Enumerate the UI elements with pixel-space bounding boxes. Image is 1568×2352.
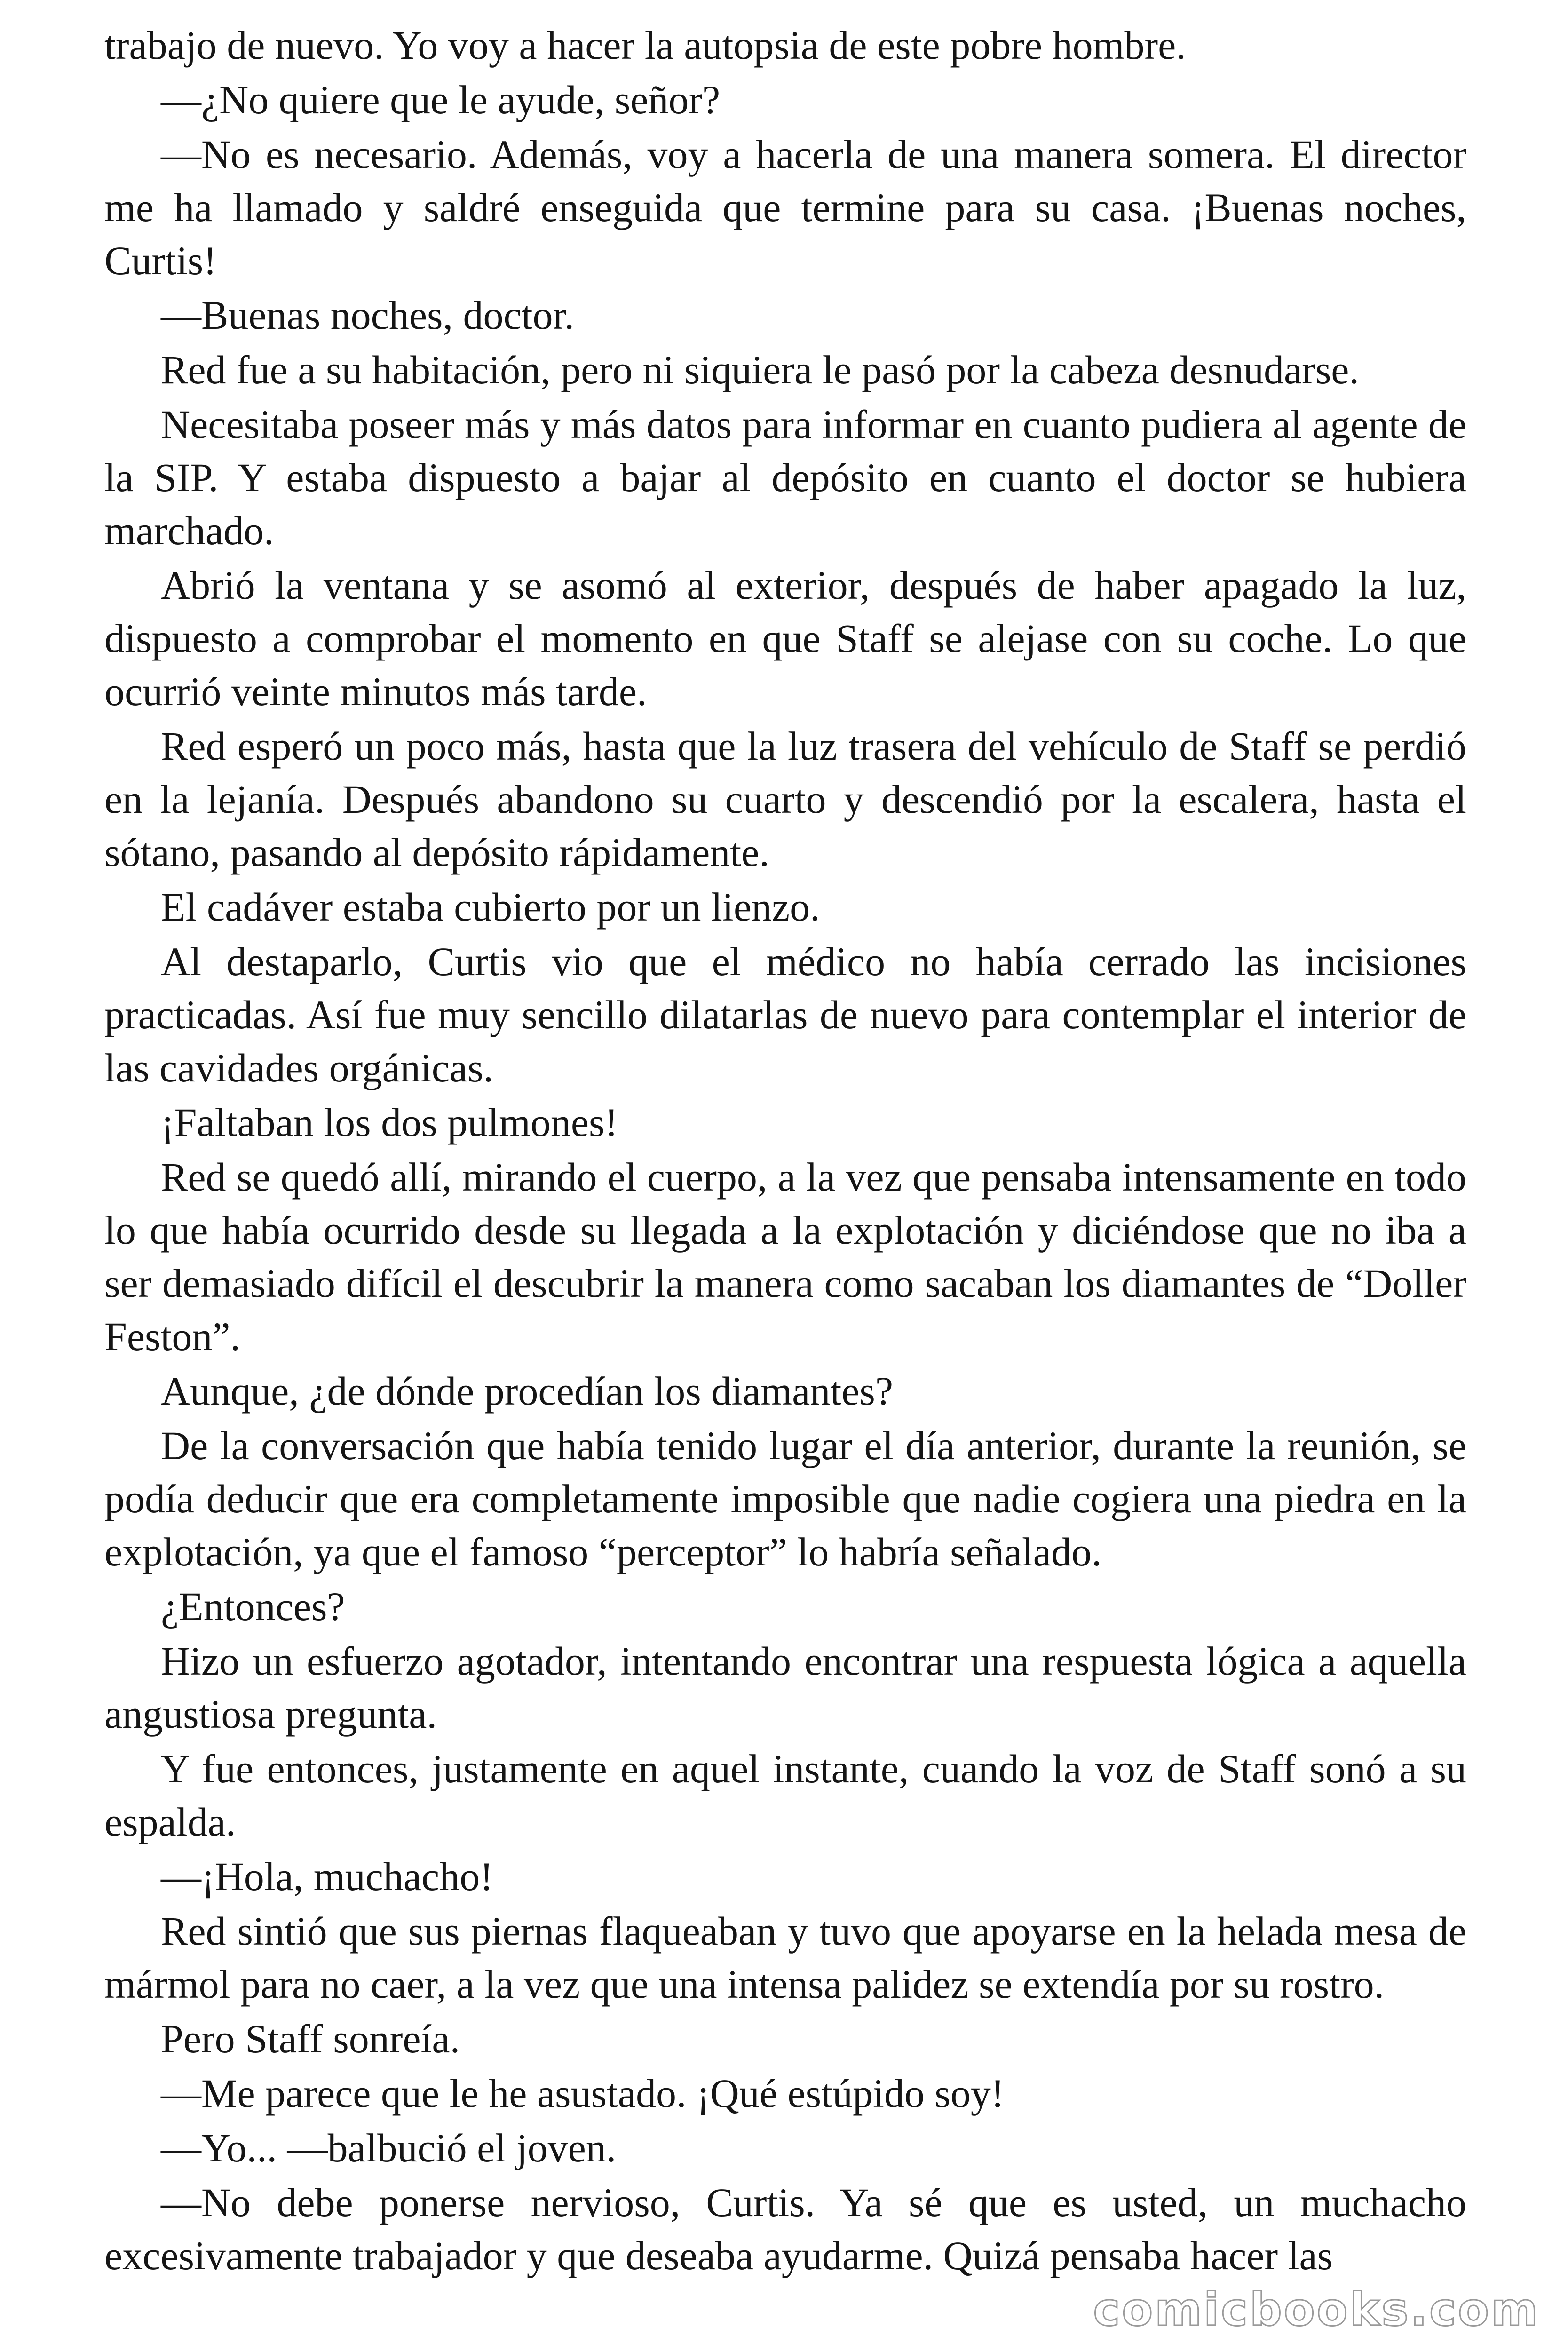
paragraph: Red fue a su habitación, pero ni siquiera le pasó por la cabeza desnudarse. [161,347,1359,392]
paragraph: Red sintió que sus piernas flaqueaban y tuvo que apoyarse en la helada mesa de mármol para no caer, a la vez que una intensa palidez se extendía por su rostro. [104,1908,1466,2007]
paragraph: De la conversación que había tenido lugar el día anterior, durante la reunión, se podía deducir que era completamente imposible que nadie cogiera una piedra en la explotación, ya que el famoso “perceptor” lo habría señalado. [104,1423,1466,1574]
paragraph: Pero Staff sonreía. [161,2016,460,2061]
paragraph: Y fue entonces, justamente en aquel instante, cuando la voz de Staff sonó a su espalda. [104,1746,1466,1844]
paragraph: ¡Faltaban los dos pulmones! [161,1100,618,1145]
paragraph: Hizo un esfuerzo agotador, intentando encontrar una respuesta lógica a aquella angustiosa pregunta. [104,1638,1466,1737]
paragraph: —Buenas noches, doctor. [161,293,574,338]
paragraph: Necesitaba poseer más y más datos para informar en cuanto pudiera al agente de la SIP. Y estaba dispuesto a bajar al depósito en cuanto el doctor se hubiera marchado. [104,402,1466,553]
paragraph: Red esperó un poco más, hasta que la luz trasera del vehículo de Staff se perdió en la lejanía. Después abandono su cuarto y descendió por la escalera, hasta el sótano, pasando al depósito rápidamente. [104,723,1466,875]
paragraph: Abrió la ventana y se asomó al exterior, después de haber apagado la luz, dispuesto a comprobar el momento en que Staff se alejase con su coche. Lo que ocurrió veinte minutos más tarde. [104,563,1466,714]
paragraph: El cadáver estaba cubierto por un lienzo. [161,884,820,930]
paragraph-continuation: trabajo de nuevo. Yo voy a hacer la autopsia de este pobre hombre. [104,23,1186,68]
watermark-logo: comicbooks.com [1093,2283,1540,2336]
paragraph: —¡Hola, muchacho! [161,1854,493,1899]
paragraph: —No debe ponerse nervioso, Curtis. Ya sé que es usted, un muchacho excesivamente trabajador y que deseaba ayudarme. Quizá pensaba hacer las [104,2180,1466,2278]
paragraph: Al destaparlo, Curtis vio que el médico no había cerrado las incisiones practicadas. Así fue muy sencillo dilatarlas de nuevo para contemplar el interior de las cavidades orgánicas. [104,939,1466,1090]
paragraph: —No es necesario. Además, voy a hacerla de una manera somera. El director me ha llamado y saldré enseguida que termine para su casa. ¡Buenas noches, Curtis! [104,132,1466,283]
paragraph: —Yo... —balbució el joven. [161,2125,617,2170]
book-page-text [104,19,1466,2284]
paragraph: Aunque, ¿de dónde procedían los diamantes? [161,1368,894,1414]
paragraph: —¿No quiere que le ayude, señor? [161,77,721,122]
paragraph: ¿Entonces? [161,1584,345,1629]
paragraph: Red se quedó allí, mirando el cuerpo, a la vez que pensaba intensamente en todo lo que había ocurrido desde su llegada a la explotación y diciéndose que no iba a ser demasiado difícil el descubrir la manera como sacaban los diamantes de “Doller Feston”. [104,1154,1466,1359]
paragraph: —Me parece que le he asustado. ¡Qué estúpido soy! [161,2071,1005,2116]
